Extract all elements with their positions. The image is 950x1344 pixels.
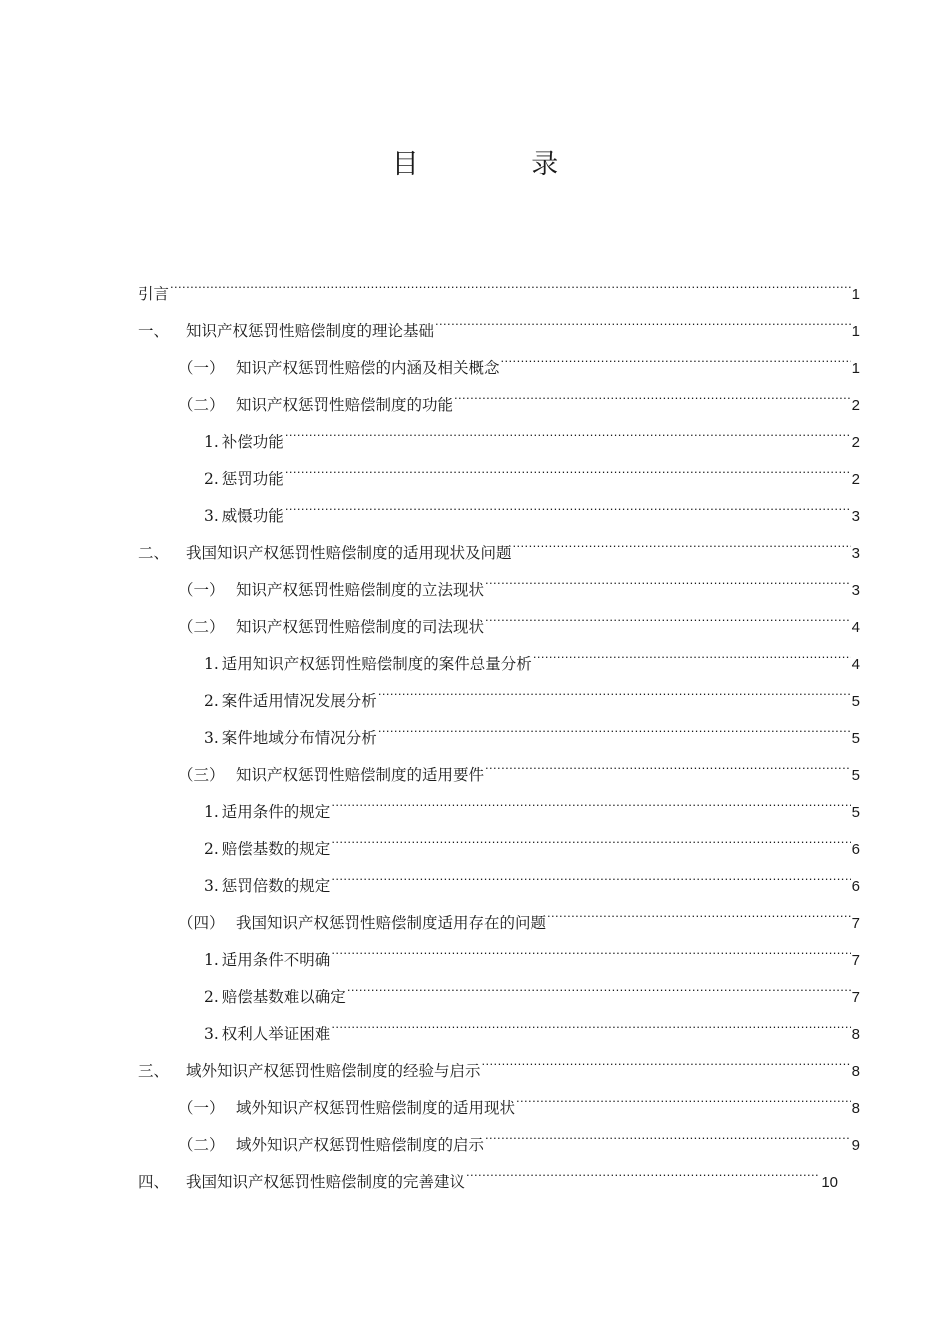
dot-leader <box>285 410 851 447</box>
toc-entry-number: 2. <box>204 692 219 710</box>
dot-leader <box>466 1150 820 1187</box>
dot-leader <box>347 965 851 1002</box>
toc-entry-page: 1 <box>851 286 860 303</box>
toc-entry-number: 一、 <box>138 322 170 340</box>
toc-entry-page: 2 <box>851 434 860 451</box>
toc-entry[interactable] <box>138 262 860 303</box>
dot-leader <box>331 780 850 817</box>
toc-entry-number: 二、 <box>138 544 170 562</box>
toc-entry-page: 8 <box>851 1100 860 1117</box>
toc-entry-title: 赔偿基数难以确定 <box>221 988 346 1006</box>
toc-entry-title: 域外知识产权惩罚性赔偿制度的启示 <box>236 1136 485 1154</box>
toc-entry-page: 2 <box>851 397 860 414</box>
toc-entry-number: 3. <box>204 877 219 895</box>
toc-entry-page: 4 <box>851 656 860 673</box>
toc-entry-number: （二） <box>178 618 225 636</box>
toc-entry-title: 知识产权惩罚性赔偿制度的司法现状 <box>236 618 485 636</box>
dot-leader <box>516 1076 851 1113</box>
dot-leader <box>547 891 851 928</box>
toc-entry-number: 3. <box>204 507 219 525</box>
toc-entry-title: 知识产权惩罚性赔偿制度的理论基础 <box>186 322 435 340</box>
toc-entry-page: 6 <box>851 841 860 858</box>
toc-entry-number: （二） <box>178 396 225 414</box>
toc-entry-page: 10 <box>821 1174 838 1191</box>
toc-entry-title: 域外知识产权惩罚性赔偿制度的适用现状 <box>236 1099 516 1117</box>
toc-entry-title: 赔偿基数的规定 <box>221 840 331 858</box>
toc-entry[interactable] <box>138 299 860 340</box>
toc-entry-title: 案件地域分布情况分析 <box>221 729 377 747</box>
toc-entry-page: 8 <box>851 1063 860 1080</box>
dot-leader <box>485 1113 851 1150</box>
toc-entry-page: 7 <box>851 915 860 932</box>
toc-entry-page: 3 <box>851 582 860 599</box>
dot-leader <box>331 854 850 891</box>
toc-entry-title: 我国知识产权惩罚性赔偿制度的适用现状及问题 <box>186 544 512 562</box>
toc-entry-number: 1. <box>204 433 219 451</box>
toc-entry-title: 权利人举证困难 <box>221 1025 331 1043</box>
toc-entry-title: 威慑功能 <box>221 507 284 525</box>
table-of-contents <box>138 262 860 1191</box>
toc-entry-title: 引言 <box>138 285 170 303</box>
toc-entry-title: 域外知识产权惩罚性赔偿制度的经验与启示 <box>186 1062 481 1080</box>
toc-entry-page: 5 <box>851 804 860 821</box>
toc-entry-page: 5 <box>851 730 860 747</box>
toc-entry-number: 2. <box>204 470 219 488</box>
toc-entry-page: 9 <box>851 1137 860 1154</box>
dot-leader <box>501 336 851 373</box>
dot-leader <box>533 632 851 669</box>
toc-entry-number: 三、 <box>138 1062 170 1080</box>
toc-entry-title: 适用条件不明确 <box>221 951 331 969</box>
toc-entry-title: 适用条件的规定 <box>221 803 331 821</box>
toc-entry-page: 4 <box>851 619 860 636</box>
toc-entry-title: 知识产权惩罚性赔偿制度的立法现状 <box>236 581 485 599</box>
toc-entry-page: 7 <box>851 952 860 969</box>
toc-entry-title: 知识产权惩罚性赔偿制度的功能 <box>236 396 454 414</box>
dot-leader <box>170 262 851 299</box>
toc-entry-number: 1. <box>204 803 219 821</box>
toc-entry-number: （二） <box>178 1136 225 1154</box>
toc-entry-number: （一） <box>178 1099 225 1117</box>
toc-entry-page: 5 <box>851 693 860 710</box>
toc-entry-page: 8 <box>851 1026 860 1043</box>
dot-leader <box>482 1039 851 1076</box>
toc-entry-number: （三） <box>178 766 225 784</box>
toc-entry-page: 3 <box>851 508 860 525</box>
toc-entry-title: 惩罚功能 <box>221 470 284 488</box>
dot-leader <box>485 558 851 595</box>
toc-entry-title: 案件适用情况发展分析 <box>221 692 377 710</box>
toc-entry-page: 1 <box>851 323 860 340</box>
toc-entry-title: 补偿功能 <box>221 433 284 451</box>
dot-leader <box>454 373 851 410</box>
toc-entry-title: 我国知识产权惩罚性赔偿制度的完善建议 <box>186 1173 466 1191</box>
dot-leader <box>285 484 851 521</box>
toc-entry-page: 7 <box>851 989 860 1006</box>
dot-leader <box>378 706 851 743</box>
toc-entry-number: 3. <box>204 1025 219 1043</box>
toc-entry-page: 6 <box>851 878 860 895</box>
page-title: 目 录 <box>391 149 611 180</box>
toc-entry-title: 惩罚倍数的规定 <box>221 877 331 895</box>
toc-entry-page: 1 <box>851 360 860 377</box>
toc-entry-page: 5 <box>851 767 860 784</box>
toc-entry-title: 知识产权惩罚性赔偿制度的适用要件 <box>236 766 485 784</box>
toc-entry-title: 适用知识产权惩罚性赔偿制度的案件总量分析 <box>221 655 532 673</box>
toc-entry-page: 2 <box>851 471 860 488</box>
toc-entry-number: （四） <box>178 914 225 932</box>
dot-leader <box>485 743 851 780</box>
toc-entry-number: 2. <box>204 988 219 1006</box>
dot-leader <box>378 669 851 706</box>
toc-entry-title: 我国知识产权惩罚性赔偿制度适用存在的问题 <box>236 914 547 932</box>
toc-entry-page: 3 <box>851 545 860 562</box>
toc-entry-title: 知识产权惩罚性赔偿的内涵及相关概念 <box>236 359 500 377</box>
dot-leader <box>331 817 850 854</box>
toc-entry-number: 1. <box>204 655 219 673</box>
toc-entry-number: 2. <box>204 840 219 858</box>
dot-leader <box>513 521 851 558</box>
toc-entry-number: （一） <box>178 581 225 599</box>
toc-entry-number: 四、 <box>138 1173 170 1191</box>
dot-leader <box>485 595 851 632</box>
toc-entry-number: （一） <box>178 359 225 377</box>
toc-entry-number: 3. <box>204 729 219 747</box>
dot-leader <box>331 1002 850 1039</box>
dot-leader <box>435 299 851 336</box>
dot-leader <box>331 928 850 965</box>
toc-entry-number: 1. <box>204 951 219 969</box>
dot-leader <box>285 447 851 484</box>
